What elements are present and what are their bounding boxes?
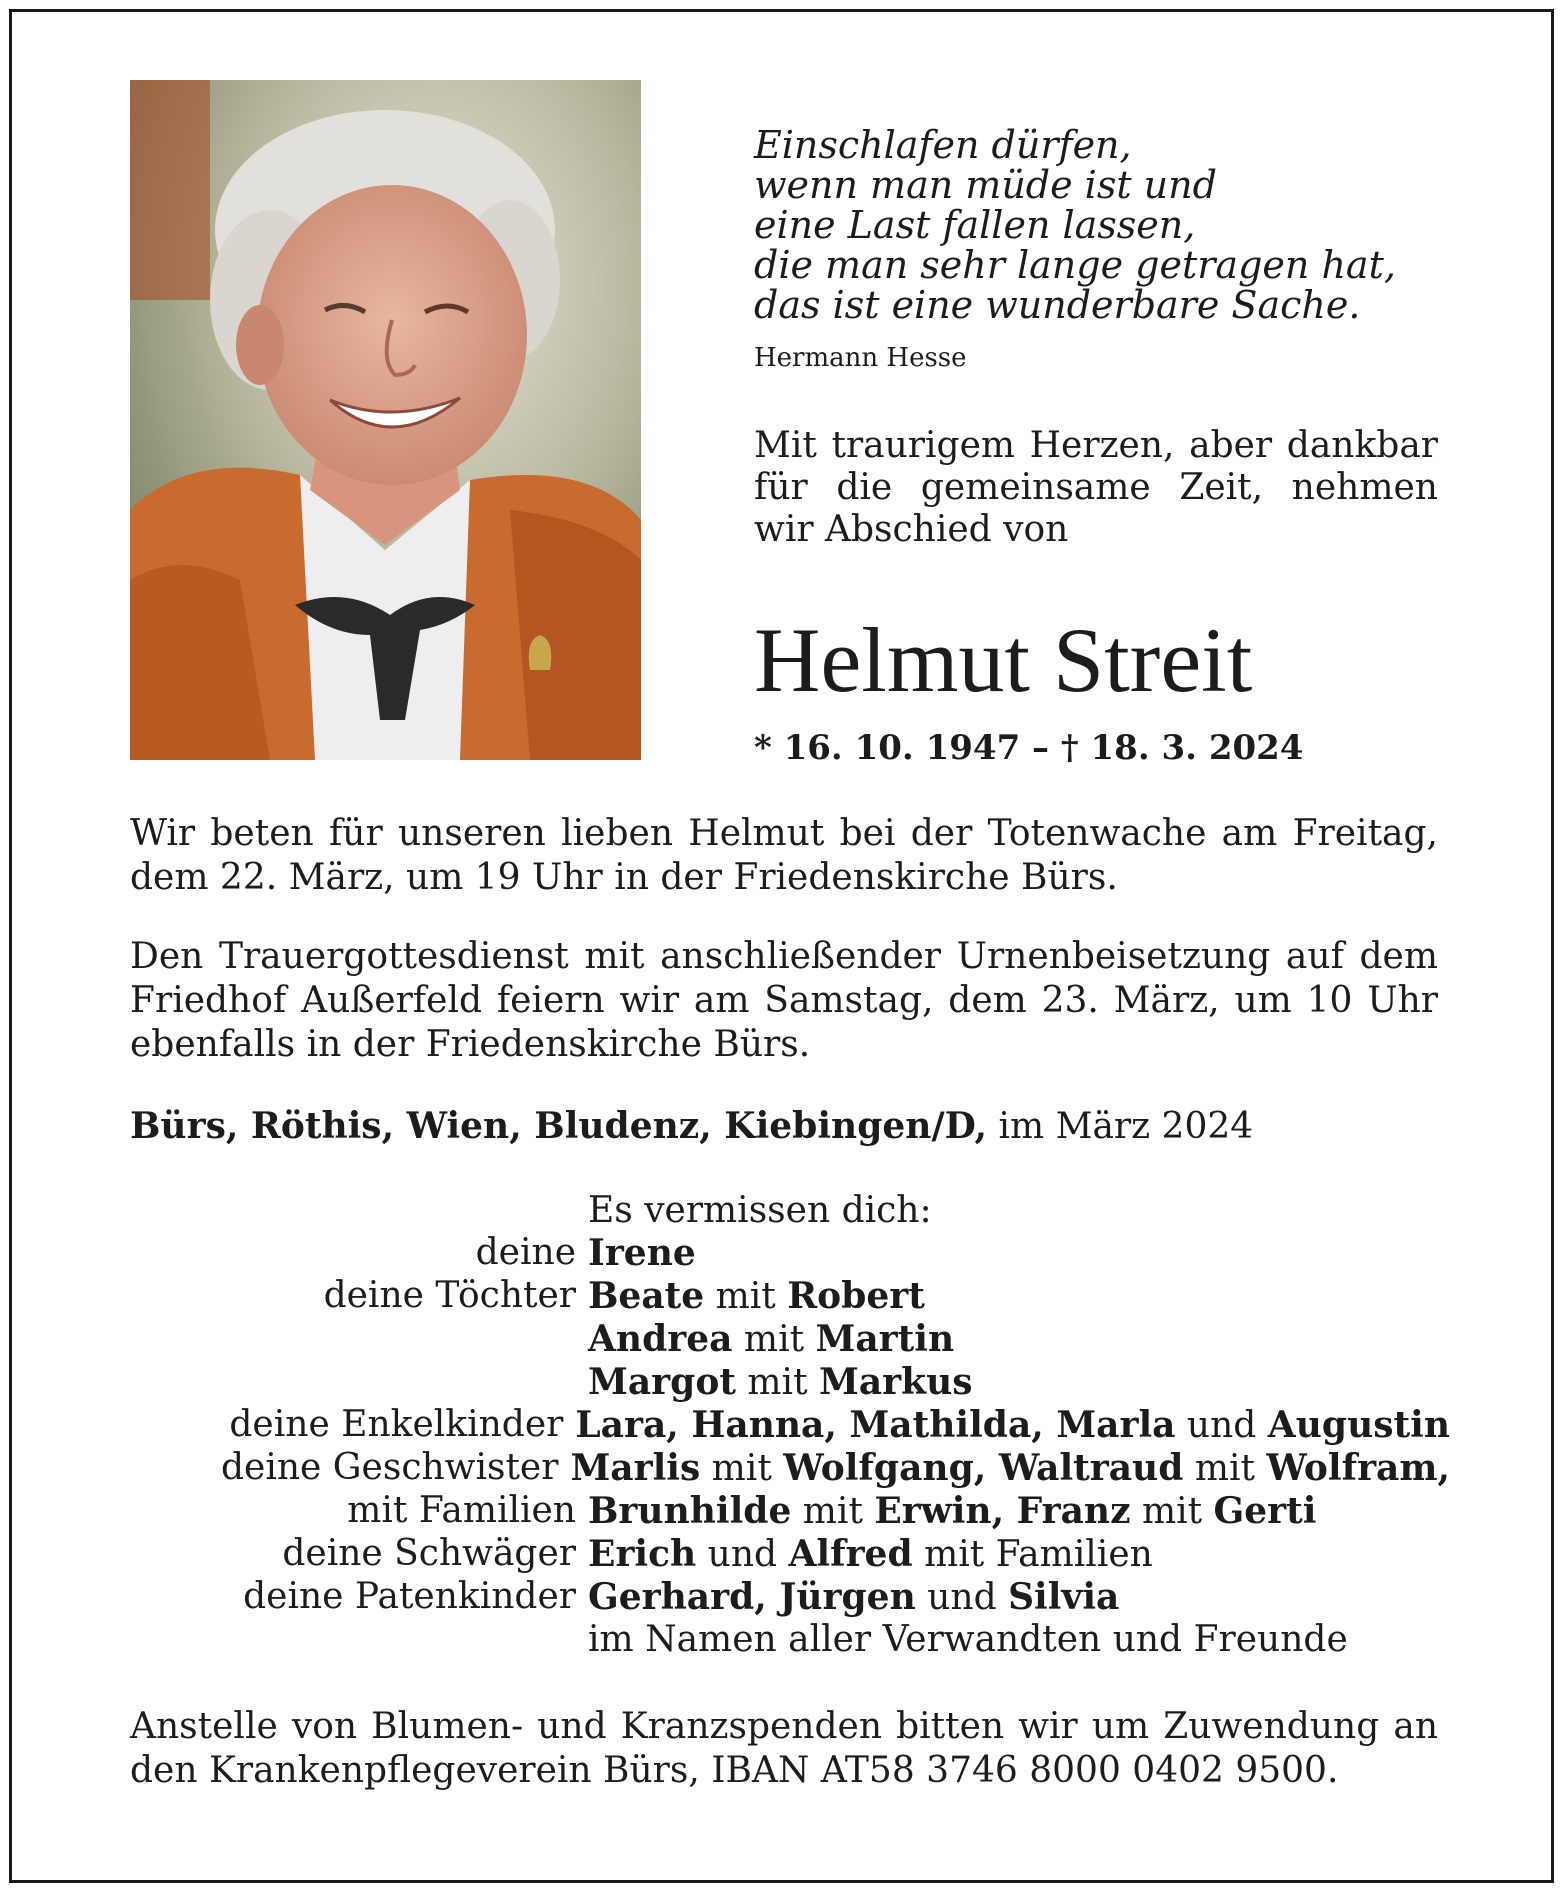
mourner-connector: mit [704,1276,788,1317]
mourner-relation: deine Enkelkinder [229,1404,564,1445]
intro-text: Mit traurigem Herzen, aber dankbar für die gemeinsame Zeit, nehmen wir Abschied von [754,425,1438,550]
mourner-name: Robert [787,1275,925,1317]
mourner-names [575,1404,1450,1447]
mourner-row [130,1619,1450,1661]
mourner-connector: und [1175,1405,1268,1446]
portrait-photo [130,80,641,760]
mourner-name: Wolfram, [1266,1447,1450,1489]
mourner-name: Marlis [570,1447,701,1489]
mourner-row [130,1533,1450,1576]
mourner-connector: mit [700,1448,784,1489]
mourner-names [588,1490,1316,1533]
mourner-relation: mit Familien [347,1490,576,1531]
mourner-row [130,1404,1450,1447]
mourner-names [588,1232,696,1275]
mourner-connector: mit [735,1362,819,1403]
mourners-list [130,1190,1450,1661]
mourner-row [130,1576,1450,1619]
mourner-name: Andrea [588,1318,733,1360]
mourner-relation: deine Schwäger [282,1533,576,1574]
mourner-names [588,1576,1119,1619]
mourner-connector: mit [1130,1491,1214,1532]
mourner-names [588,1533,1153,1576]
mourner-relation: deine Töchter [323,1275,576,1316]
mourner-relation [130,1318,588,1361]
mourner-name: Lara, Hanna, Mathilda, Marla [575,1404,1176,1446]
mourners-header: Es vermissen dich: [588,1190,932,1231]
mourner-relation: deine [475,1232,576,1273]
quote-line: das ist eine wunderbare Sache. [754,283,1361,327]
mourner-name: Alfred [788,1533,913,1575]
service-paragraph: Den Trauergottesdienst mit anschließender Urnenbeisetzung auf dem Friedhof Außerfeld feiern wir am Samstag, dem 23. März, um 10 Uhr ebenfalls in der Friedenskirche Bürs. [130,936,1438,1065]
mourner-row [130,1275,1450,1318]
mourner-names [588,1361,973,1404]
quote-line: Einschlafen dürfen, [754,123,1132,167]
mourner-relation [130,1361,588,1404]
mourner-names [570,1447,1450,1490]
mourner-name: Gerti [1213,1490,1317,1532]
mourner-name: Brunhilde [588,1490,792,1532]
mourner-connector: mit [1183,1448,1267,1489]
mourner-connector: im Namen aller Verwandten und Freunde [588,1619,1348,1660]
mourner-name: Gerhard, Jürgen [588,1576,916,1618]
mourner-names [588,1275,925,1318]
mourner-row [130,1318,1450,1361]
quote-line: die man sehr lange getragen hat, [754,243,1396,287]
mourner-connector: und [915,1577,1009,1618]
wake-paragraph: Wir beten für unseren lieben Helmut bei der Totenwache am Freitag, dem 22. März, um 19 Uhr in der Friedenskirche Bürs. [130,813,1438,898]
mourner-name: Beate [588,1275,705,1317]
mourner-name: Irene [588,1232,696,1274]
mourner-names [588,1318,954,1361]
quote-author: Hermann Hesse [754,343,967,373]
mourner-name: Silvia [1008,1576,1120,1618]
places-date: im März 2024 [987,1106,1254,1147]
mourner-row [130,1232,1450,1275]
mourner-row [130,1447,1450,1490]
life-dates: * 16. 10. 1947 – † 18. 3. 2024 [754,728,1304,768]
places-line [130,1105,1253,1147]
quote-line: wenn man müde ist und [754,163,1217,207]
quote-line: eine Last fallen lassen, [754,203,1196,247]
mourner-relation: deine Geschwister [220,1447,559,1488]
donation-note: Anstelle von Blumen- und Kranzspenden bitten wir um Zuwendung an den Krankenpflegeverein Bürs, IBAN AT58 3746 8000 0402 9500. [130,1706,1438,1791]
mourner-connector: mit Familien [912,1534,1153,1575]
mourner-name: Erich [588,1533,697,1575]
places-list: Bürs, Röthis, Wien, Bludenz, Kiebingen/D, [130,1105,988,1147]
mourner-relation [130,1619,588,1661]
mourner-name: Wolfgang, Waltraud [783,1447,1184,1489]
mourner-connector: mit [791,1491,875,1532]
mourner-relation: deine Patenkinder [243,1576,576,1617]
mourner-name: Augustin [1267,1404,1450,1446]
mourner-names [588,1619,1348,1661]
mourner-name: Martin [815,1318,955,1360]
poem-quote [754,125,1434,375]
mourner-connector: mit [732,1319,816,1360]
mourner-name: Markus [818,1361,973,1403]
mourner-name: Margot [588,1361,736,1403]
mourner-row [130,1361,1450,1404]
mourner-connector: und [696,1534,789,1575]
mourner-name: Erwin, Franz [874,1490,1131,1532]
mourner-row [130,1490,1450,1533]
deceased-name: Helmut Streit [754,609,1253,711]
portrait-illustration [130,80,641,760]
